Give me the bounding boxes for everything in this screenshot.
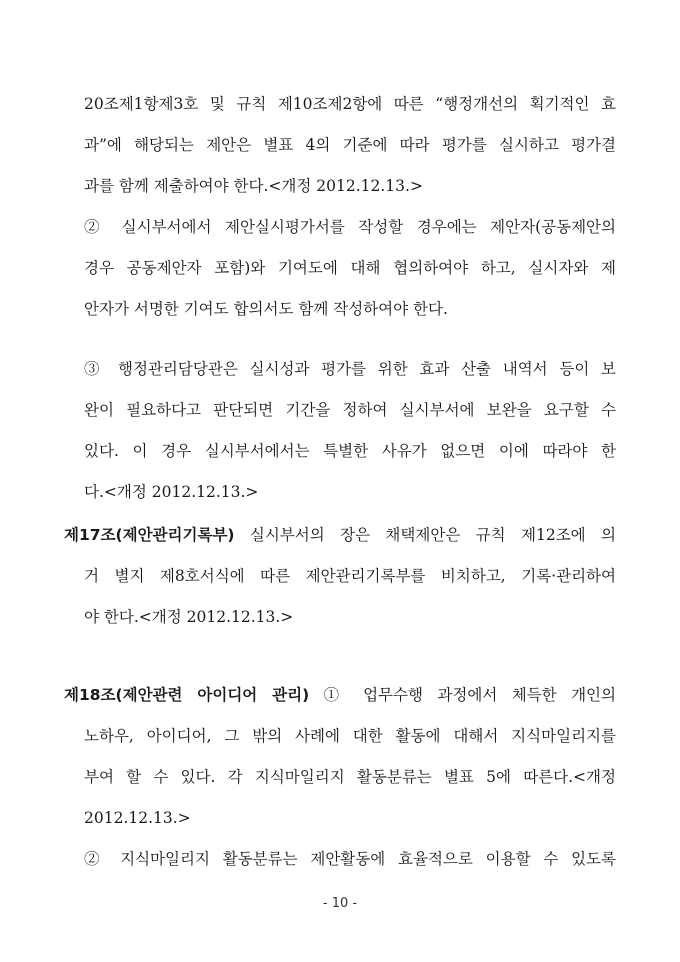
text-line: 다.<개정 2012.12.13.> bbox=[84, 483, 259, 501]
text-line: 2012.12.13.> bbox=[84, 809, 191, 827]
text-line: 경우 공동제안자 포함)와 기여도에 대해 협의하여야 하고, 실시자와 제 bbox=[84, 259, 616, 277]
text-line: ③ 행정관리담당관은 실시성과 평가를 위한 효과 산출 내역서 등이 보 bbox=[84, 360, 616, 378]
article-18-first-line bbox=[64, 683, 616, 707]
text-line: 완이 필요하다고 판단되면 기간을 정하여 실시부서에 보완을 요구할 수 bbox=[84, 401, 616, 419]
article-18-heading: 제18조(제안관련 아이디어 관리) bbox=[64, 686, 310, 704]
text-line: 과를 함께 제출하여야 한다.<개정 2012.12.13.> bbox=[84, 177, 423, 195]
article-17-heading: 제17조(제안관리기록부) bbox=[64, 526, 235, 544]
text-line: 안자가 서명한 기여도 합의서도 함께 작성하여야 한다. bbox=[84, 300, 448, 318]
text-line: 과”에 해당되는 제안은 별표 4의 기준에 따라 평가를 실시하고 평가결 bbox=[84, 136, 616, 154]
text-run: ① 업무수행 과정에서 체득한 개인의 bbox=[309, 686, 616, 704]
page-number: - 10 - bbox=[322, 896, 358, 911]
text-line: ② 실시부서에서 제안실시평가서를 작성할 경우에는 제안자(공동제안의 bbox=[84, 218, 616, 236]
text-line: 거 별지 제8호서식에 따른 제안관리기록부를 비치하고, 기록·관리하여 bbox=[84, 567, 616, 585]
text-line: ② 지식마일리지 활동분류는 제안활동에 효율적으로 이용할 수 있도록 bbox=[84, 850, 616, 868]
text-line: 부여 할 수 있다. 각 지식마일리지 활동분류는 별표 5에 따른다.<개정 bbox=[84, 768, 616, 786]
text-line: 20조제1항제3호 및 규칙 제10조제2항에 따른 “행정개선의 획기적인 효 bbox=[84, 95, 616, 113]
article-17-first-line bbox=[64, 523, 616, 547]
text-line: 노하우, 아이디어, 그 밖의 사례에 대한 활동에 대해서 지식마일리지를 bbox=[84, 727, 616, 745]
text-run: 실시부서의 장은 채택제안은 규칙 제12조에 의 bbox=[234, 526, 616, 544]
text-line: 있다. 이 경우 실시부서에서는 특별한 사유가 없으면 이에 따라야 한 bbox=[84, 442, 616, 460]
text-line: 야 한다.<개정 2012.12.13.> bbox=[84, 608, 294, 626]
